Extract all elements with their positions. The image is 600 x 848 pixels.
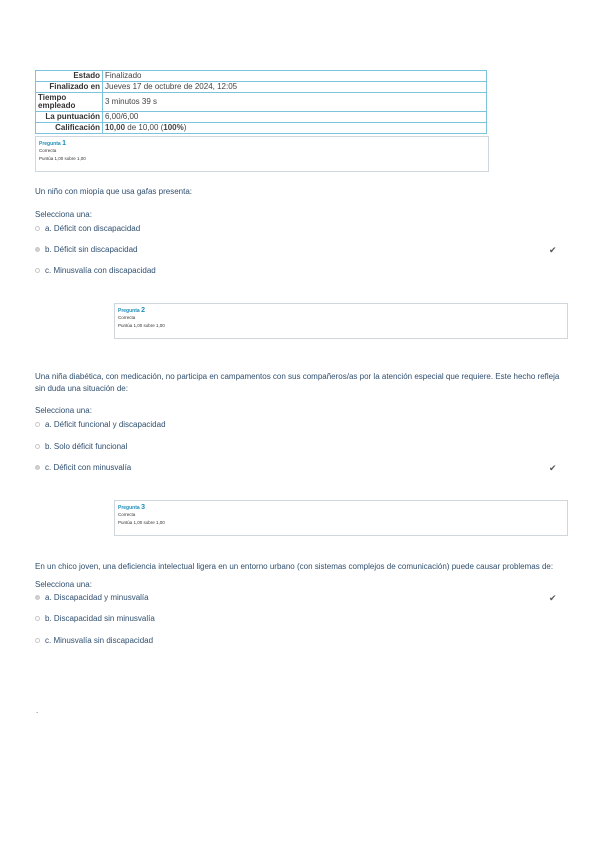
radio-button[interactable] <box>35 616 40 621</box>
radio-button[interactable] <box>35 638 40 643</box>
question-text-3: En un chico joven, una deficiencia intelectual ligera en un entorno urbano (con sistemas complejos de comunicación) puede causar problemas de: <box>35 562 554 571</box>
summary-label: Tiempo empleado <box>36 93 103 112</box>
radio-button[interactable] <box>35 444 40 449</box>
radio-button[interactable] <box>35 247 40 252</box>
option-label: b. Discapacidad sin minusvalía <box>45 614 155 623</box>
answer-option-1b[interactable] <box>35 245 138 254</box>
question-points: Puntúa 1,00 sobre 1,00 <box>118 323 165 328</box>
summary-row-tiempo <box>36 93 487 112</box>
question-info-1 <box>35 136 489 172</box>
calif-mid: de 10,00 ( <box>125 123 164 132</box>
summary-row-calificacion <box>36 123 487 134</box>
radio-button[interactable] <box>35 268 40 273</box>
summary-row-finalizado <box>36 82 487 93</box>
footer-dot: . <box>36 706 39 715</box>
question-label: Pregunta <box>118 308 140 314</box>
radio-button[interactable] <box>35 422 40 427</box>
option-label: a. Discapacidad y minusvalía <box>45 593 149 602</box>
checkmark-icon: ✔ <box>549 463 557 473</box>
summary-label: Finalizado en <box>36 82 103 93</box>
question-status: Correcta <box>39 148 57 153</box>
answer-option-3a[interactable] <box>35 593 149 602</box>
summary-label: Calificación <box>36 123 103 134</box>
summary-value <box>103 123 487 134</box>
question-label: Pregunta <box>39 141 61 147</box>
question-points: Puntúa 1,00 sobre 1,00 <box>39 156 86 161</box>
checkmark-icon: ✔ <box>549 593 557 603</box>
radio-button[interactable] <box>35 595 40 600</box>
radio-button[interactable] <box>35 465 40 470</box>
option-label: c. Déficit con minusvalía <box>45 463 132 472</box>
calif-score: 10,00 <box>105 123 126 132</box>
option-label: c. Minusvalía sin discapacidad <box>45 636 154 645</box>
summary-row-puntuacion <box>36 112 487 123</box>
answer-option-3c[interactable] <box>35 636 153 645</box>
option-label: b. Solo déficit funcional <box>45 442 128 451</box>
question-num-value: 2 <box>141 307 145 314</box>
summary-value: 3 minutos 39 s <box>103 93 487 112</box>
summary-value: Finalizado <box>103 71 487 82</box>
summary-label: Estado <box>36 71 103 82</box>
select-prompt-2: Selecciona una: <box>35 406 92 415</box>
summary-row-estado <box>36 71 487 82</box>
summary-value: 6,00/6,00 <box>103 112 487 123</box>
summary-label: La puntuación <box>36 112 103 123</box>
option-label: a. Déficit funcional y discapacidad <box>45 420 166 429</box>
question-status: Correcta <box>118 315 136 320</box>
answer-option-2a[interactable] <box>35 420 166 429</box>
option-label: b. Déficit sin discapacidad <box>45 245 138 254</box>
question-number <box>118 307 567 314</box>
select-prompt-3: Selecciona una: <box>35 580 92 589</box>
calif-end: ) <box>183 123 187 132</box>
radio-button[interactable] <box>35 226 40 231</box>
calif-pct: 100% <box>163 123 184 132</box>
summary-value: Jueves 17 de octubre de 2024, 12:05 <box>103 82 487 93</box>
option-label: a. Déficit con discapacidad <box>45 224 141 233</box>
select-prompt-1: Selecciona una: <box>35 210 92 219</box>
question-status: Correcta <box>118 512 136 517</box>
question-num-value: 3 <box>141 504 145 511</box>
question-points: Puntúa 1,00 sobre 1,00 <box>118 520 165 525</box>
answer-option-2c[interactable] <box>35 463 131 472</box>
question-text-2: Una niña diabética, con medicación, no participa en campamentos con sus compañeros/as por la atención especial que requiere. Este hecho refleja sin duda una situación de: <box>35 372 560 393</box>
question-info-2 <box>114 303 568 339</box>
attempt-summary-table <box>35 70 487 134</box>
question-number <box>118 504 567 511</box>
answer-option-1c[interactable] <box>35 266 156 275</box>
question-label: Pregunta <box>118 505 140 511</box>
question-text-1: Un niño con miopía que usa gafas presenta: <box>35 187 192 196</box>
question-info-3 <box>114 500 568 536</box>
question-number <box>39 140 488 147</box>
answer-option-3b[interactable] <box>35 614 155 623</box>
answer-option-1a[interactable] <box>35 224 140 233</box>
question-num-value: 1 <box>62 140 66 147</box>
option-label: c. Minusvalía con discapacidad <box>45 266 156 275</box>
answer-option-2b[interactable] <box>35 442 127 451</box>
checkmark-icon: ✔ <box>549 245 557 255</box>
